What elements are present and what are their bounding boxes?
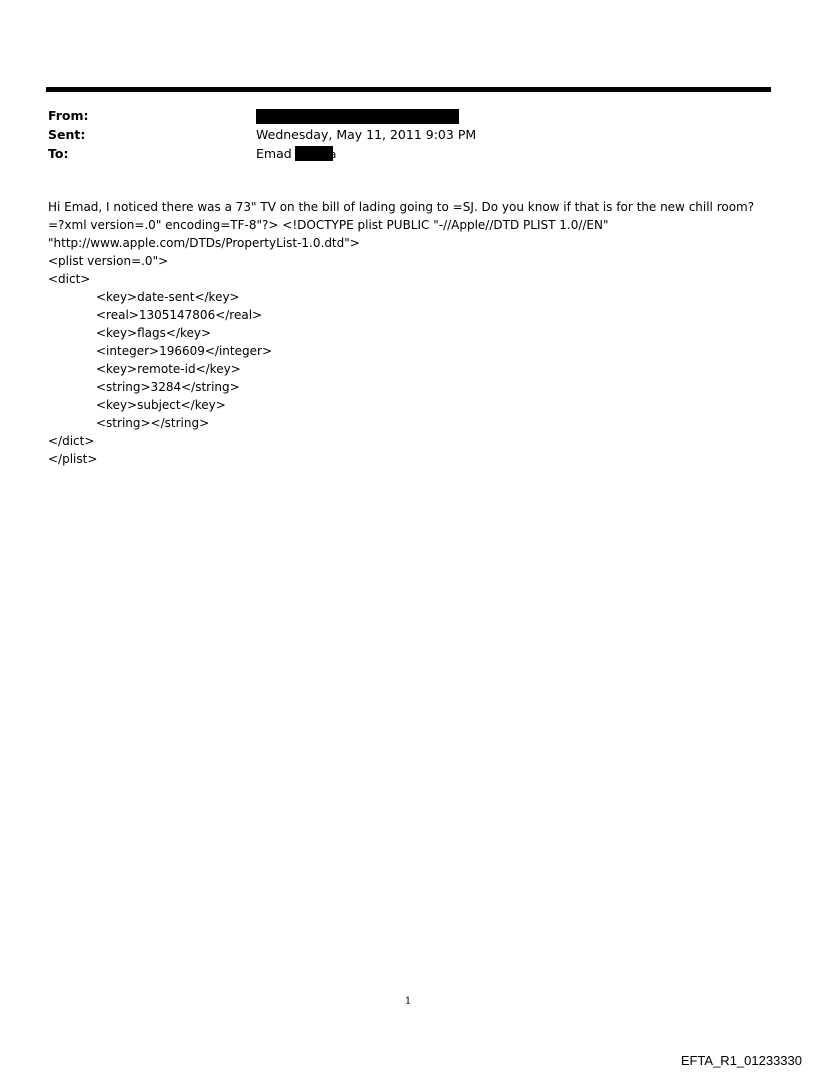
email-body (48, 198, 788, 468)
from-value (256, 108, 459, 124)
body-line: </plist> (48, 452, 98, 466)
page-number: 1 (404, 996, 412, 1007)
body-line: <string>3284</string> (96, 380, 240, 394)
body-line: </dict> (48, 434, 95, 448)
header-rule (46, 87, 771, 92)
redaction-box (256, 109, 459, 124)
body-line: <key>remote-id</key> (96, 362, 241, 376)
bates-number: EFTA_R1_01233330 (680, 1053, 802, 1068)
body-line: <string></string> (96, 416, 210, 430)
redaction-box (295, 146, 333, 161)
body-line: <integer>196609</integer> (96, 344, 272, 358)
body-line: <plist version=.0"> (48, 254, 169, 268)
sent-value: Wednesday, May 11, 2011 9:03 PM (256, 127, 477, 142)
to-trailing-char: a (329, 148, 337, 161)
sent-label: Sent: (48, 127, 86, 142)
body-line: Hi Emad, I noticed there was a 73" TV on the bill of lading going to =SJ. Do you know if that is for the new chill room? (48, 200, 755, 214)
body-line: <real>1305147806</real> (96, 308, 263, 322)
from-label: From: (48, 108, 89, 123)
to-name: Emad (256, 146, 292, 161)
body-line: <key>date-sent</key> (96, 290, 240, 304)
body-line: <key>flags</key> (96, 326, 212, 340)
body-line: <key>subject</key> (96, 398, 226, 412)
body-line: <dict> (48, 272, 91, 286)
to-value (256, 146, 336, 161)
to-label: To: (48, 146, 69, 161)
body-line: =?xml version=.0" encoding=TF-8"?> <!DOCTYPE plist PUBLIC "-//Apple//DTD PLIST 1.0//EN" (48, 218, 609, 232)
body-line: "http://www.apple.com/DTDs/PropertyList-1.0.dtd"> (48, 236, 360, 250)
